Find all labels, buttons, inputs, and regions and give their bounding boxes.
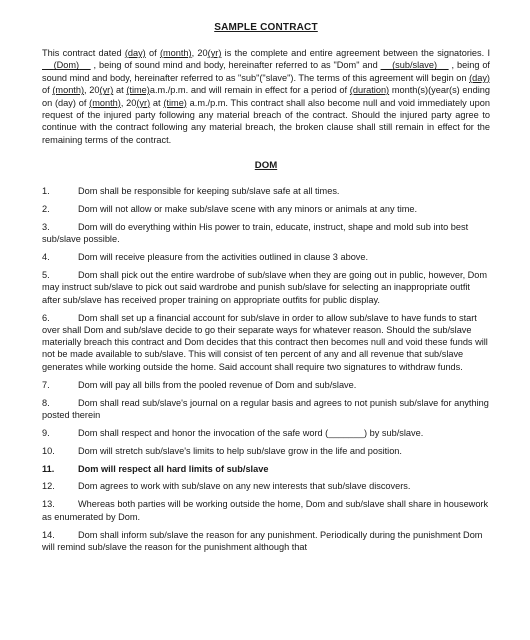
clause-number: 4. — [42, 252, 50, 263]
clause-text: Dom shall be responsible for keeping sub/slave safe at all times. — [78, 186, 340, 197]
clause-item — [42, 445, 490, 457]
clause-item — [42, 379, 490, 391]
clause-number: 8. — [42, 397, 50, 408]
clause-text: Dom will do everything within His power to train, educate, instruct, shape and mold sub into best sub/slave possible. — [42, 222, 469, 245]
intro-text: , being of sound mind and body, hereinafter referred to as "Dom" and — [90, 60, 381, 71]
intro-text: of — [145, 48, 160, 58]
start-time-field: (time) — [126, 85, 150, 96]
start-day-field: (day) — [469, 72, 490, 83]
clause-item — [42, 203, 490, 215]
clause-text: Dom shall inform sub/slave the reason for any punishment. Periodically during the punishment Dom will remind sub/slave the reason for the punishment although that — [42, 529, 483, 552]
intro-text: a.m./p.m. and will remain in effect for a period of — [149, 85, 350, 96]
clause-text: Dom shall pick out the entire wardrobe of sub/slave when they are going out in public, however, Dom may instruct sub/slave to pick out said wardrobe and punish sub/slave for selecting an inappropriate outfit after sub/slave has received proper training on appropriate outfits for public display. — [42, 270, 488, 305]
intro-paragraph — [42, 47, 490, 146]
intro-text: at — [113, 85, 127, 96]
clause-item — [42, 529, 490, 554]
intro-text: is the complete and entire agreement between the signatories. I — [221, 48, 490, 58]
intro-text: of — [42, 85, 53, 96]
clause-text: Dom agrees to work with sub/slave on any new interests that sub/slave discovers. — [78, 481, 411, 492]
clause-item — [42, 221, 490, 246]
clause-item — [42, 312, 490, 373]
clause-item — [42, 427, 490, 439]
clause-text: Dom will pay all bills from the pooled revenue of Dom and sub/slave. — [78, 379, 357, 390]
intro-text: This contract dated — [42, 48, 125, 58]
intro-text: month(s)(year(s) ending on (day) of — [42, 85, 491, 108]
clause-item — [42, 185, 490, 197]
clause-number: 13. — [42, 499, 55, 510]
clause-list — [42, 185, 490, 553]
end-year-field: (yr) — [136, 97, 151, 108]
dom-name-placeholder: (Dom) — [53, 60, 80, 71]
clause-number: 1. — [42, 186, 50, 197]
clause-text: Dom shall read sub/slave's journal on a regular basis and agrees to not punish sub/slave for anything posted therein — [42, 397, 489, 420]
clause-number: 9. — [42, 427, 50, 438]
end-month-field: (month) — [89, 97, 121, 108]
clause-number: 2. — [42, 204, 50, 215]
clause-item — [42, 269, 490, 306]
section-heading-dom: DOM — [254, 160, 278, 172]
intro-text: at — [150, 97, 164, 108]
year-field: (yr) — [207, 48, 222, 58]
start-year-field: (yr) — [99, 85, 114, 96]
duration-field: (duration) — [349, 85, 390, 96]
clause-text: Dom will receive pleasure from the activities outlined in clause 3 above. — [78, 252, 369, 263]
clause-number: 7. — [42, 379, 50, 390]
intro-text: , 20 — [120, 97, 137, 108]
document-title: SAMPLE CONTRACT — [214, 22, 318, 33]
clause-item — [42, 397, 490, 422]
clause-number: 10. — [42, 445, 55, 456]
dom-name-field — [42, 60, 91, 70]
clause-number: 14. — [42, 529, 55, 540]
intro-text: , 20 — [191, 48, 208, 58]
sub-name-placeholder: (sub/slave) — [392, 60, 438, 71]
clause-text: Dom will respect all hard limits of sub/slave — [78, 463, 269, 474]
clause-number: 6. — [42, 312, 50, 323]
intro-text: a.m./p.m. This contract shall also become null and void immediately upon request of the injured party following any material breach of the contract. Should the injured party agree to continue with the contract following any material breach, the broken clause shall still remain in effect for the remaining terms of the contract. — [42, 97, 490, 145]
clause-text: Whereas both parties will be working outside the home, Dom and sub/slave shall share in housework as enumerated by Dom. — [42, 499, 489, 522]
clause-number: 12. — [42, 481, 55, 492]
month-field: (month) — [159, 48, 192, 58]
clause-item — [42, 480, 490, 492]
end-time-field: (time) — [163, 97, 187, 108]
clause-text: Dom will not allow or make sub/slave scene with any minors or animals at any time. — [78, 204, 418, 215]
clause-number: 3. — [42, 222, 50, 233]
clause-text: Dom shall respect and honor the invocation of the safe word (_______) by sub/slave. — [78, 427, 424, 438]
clause-number: 11. — [42, 463, 55, 474]
clause-text: Dom shall set up a financial account for sub/slave in order to allow sub/slave to have funds to start over shall Dom and sub/slave decide to go their separate ways for whatever reason. Should the sub/slave materially breach this contract and Dom decides that this contract then becomes null and void these funds will not be made available to sub/slave. This will consist of ten percent of any and all revenue that sub/slave generates while working outside the home. Said account shall require two signatures to withdraw funds. — [42, 312, 488, 372]
clause-item — [42, 463, 490, 475]
clause-text: Dom will stretch sub/slave's limits to help sub/slave grow in the life and position. — [78, 445, 402, 456]
clause-number: 5. — [42, 270, 50, 281]
sub-name-field — [381, 60, 449, 70]
clause-item — [42, 498, 490, 523]
intro-text: , being of sound mind and body, hereinafter referred to as "sub"("slave"). The terms of this agreement will begin on — [42, 60, 490, 83]
intro-text: , 20 — [84, 85, 100, 96]
start-month-field: (month) — [52, 85, 85, 96]
clause-item — [42, 251, 490, 263]
day-field: (day) — [124, 48, 146, 58]
